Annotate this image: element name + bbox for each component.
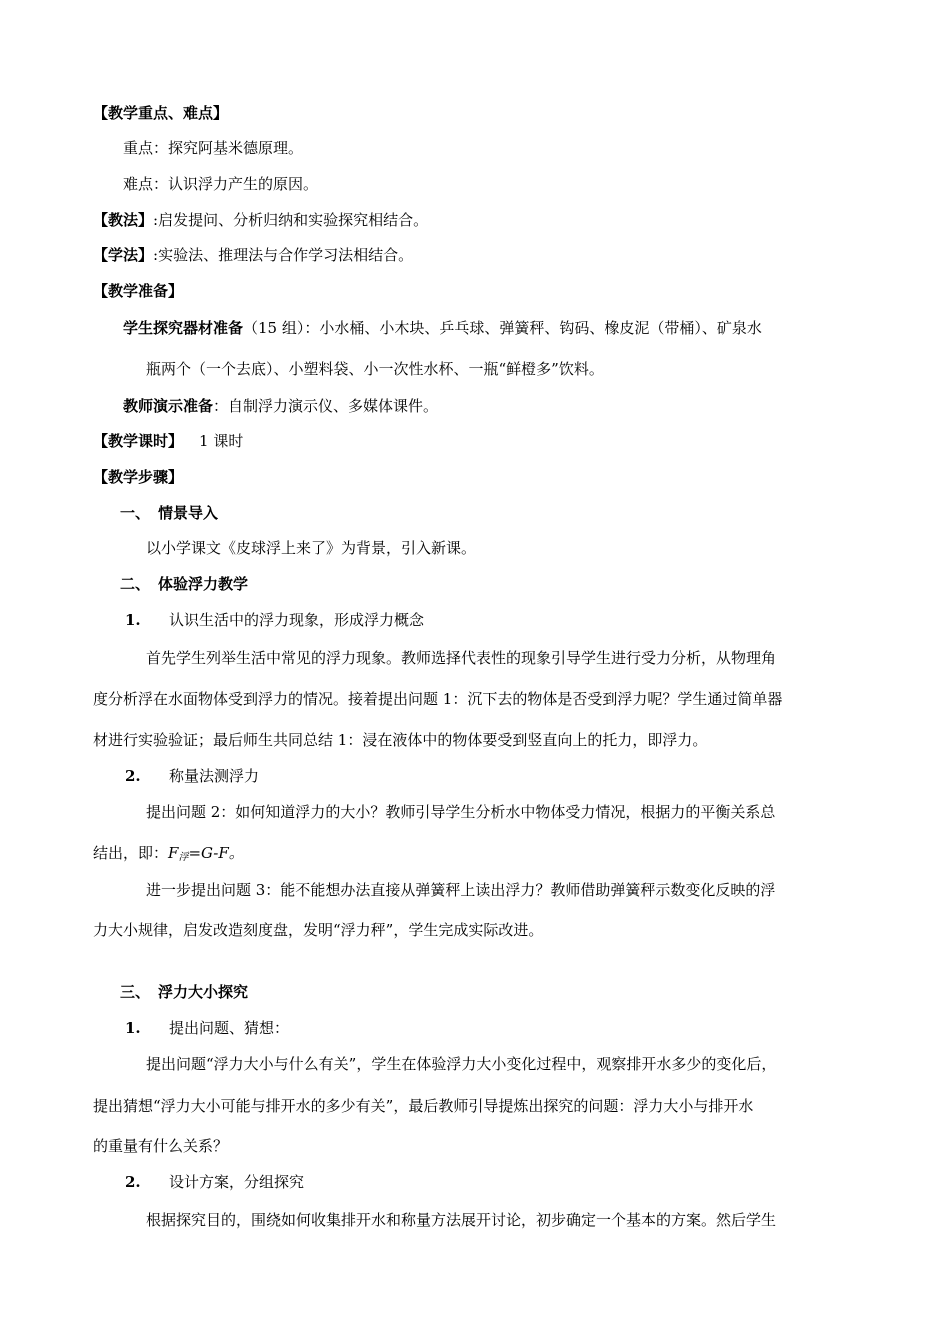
class-hours-label: 【教学课时】 xyxy=(93,432,184,450)
class-hours-value: 1 课时 xyxy=(199,432,244,450)
student-prep-text: （15 组）：小水桶、小木块、乒乓球、弹簧秤、钩码、橡皮泥（带桶）、矿泉水 xyxy=(243,319,762,337)
teaching-method xyxy=(93,210,428,230)
subsection-3-1-label: 提出问题、猜想： xyxy=(169,1019,290,1037)
paragraph-line: 提出问题“浮力大小与什么有关”，学生在体验浮力大小变化过程中，观察排开水多少的变化后， xyxy=(146,1055,777,1073)
section-2-number: 二、 xyxy=(120,575,151,593)
section-3-label: 浮力大小探究 xyxy=(158,983,249,1001)
paragraph-line: 提出问题 2：如何知道浮力的大小？教师引导学生分析水中物体受力情况，根据力的平衡关系总 xyxy=(146,803,776,821)
student-prep-label: 学生探究器材准备 xyxy=(123,319,244,337)
section-1-title xyxy=(120,503,218,523)
teacher-prep-label: 教师演示准备 xyxy=(123,397,214,415)
paragraph-line: 材进行实验验证；最后师生共同总结 1：浸在液体中的物体要受到竖直向上的托力，即浮力。 xyxy=(93,731,708,749)
subsection-3-2-title xyxy=(125,1172,304,1192)
section-1-number: 一、 xyxy=(120,504,151,522)
paragraph-line: 度分析浮在水面物体受到浮力的情况。接着提出问题 1：沉下去的物体是否受到浮力呢？学生通过简单器 xyxy=(93,690,783,708)
subsection-2-1-number: 1. xyxy=(125,611,141,629)
class-hours xyxy=(93,431,243,451)
paragraph-line: 进一步提出问题 3：能不能想办法直接从弹簧秤上读出浮力？教师借助弹簧秤示数变化反映的浮 xyxy=(146,881,776,899)
learning-method-text: :实验法、推理法与合作学习法相结合。 xyxy=(153,246,414,264)
section-2-title xyxy=(120,574,248,594)
preparation-heading: 【教学准备】 xyxy=(93,282,184,300)
subsection-2-2-label: 称量法测浮力 xyxy=(169,767,260,785)
formula-subscript: 浮 xyxy=(178,852,189,863)
teaching-method-label: 【教法】 xyxy=(93,211,154,229)
subsection-3-2-label: 设计方案，分组探究 xyxy=(169,1173,305,1191)
subsection-3-1-title xyxy=(125,1018,289,1038)
paragraph-line: 提出猜想“浮力大小可能与排开水的多少有关”，最后教师引导提炼出探究的问题：浮力大小与排开水 xyxy=(93,1097,754,1115)
section-3-title xyxy=(120,982,248,1002)
subsection-2-2-title xyxy=(125,766,259,786)
paragraph-line: 首先学生列举生活中常见的浮力现象。教师选择代表性的现象引导学生进行受力分析，从物理角 xyxy=(146,649,777,667)
key-point: 重点：探究阿基米德原理。 xyxy=(123,139,304,157)
subsection-3-2-number: 2. xyxy=(125,1173,141,1191)
teacher-prep xyxy=(123,396,438,416)
subsection-3-1-number: 1. xyxy=(125,1019,141,1037)
teaching-method-text: :启发提问、分析归纳和实验探究相结合。 xyxy=(153,211,429,229)
paragraph-line: 根据探究目的，围绕如何收集排开水和称量方法展开讨论，初步确定一个基本的方案。然后学生 xyxy=(146,1211,777,1229)
section-1-text: 以小学课文《皮球浮上来了》为背景，引入新课。 xyxy=(146,539,477,557)
difficulty: 难点：认识浮力产生的原因。 xyxy=(123,175,319,193)
subsection-2-2-number: 2. xyxy=(125,767,141,785)
formula-rest: =G-F。 xyxy=(188,844,244,862)
learning-method-label: 【学法】 xyxy=(93,246,154,264)
formula-F: F xyxy=(168,844,179,862)
section-2-label: 体验浮力教学 xyxy=(158,575,249,593)
objectives-heading: 【教学重点、难点】 xyxy=(93,104,229,122)
learning-method xyxy=(93,245,413,265)
subsection-2-1-title xyxy=(125,610,424,630)
formula-prefix: 结出，即： xyxy=(93,844,169,862)
section-3-number: 三、 xyxy=(120,983,151,1001)
student-prep xyxy=(123,318,762,338)
student-prep-line-2: 瓶两个（一个去底）、小塑料袋、小一次性水杯、一瓶“鲜橙多”饮料。 xyxy=(146,360,604,378)
steps-heading: 【教学步骤】 xyxy=(93,468,184,486)
subsection-2-1-label: 认识生活中的浮力现象，形成浮力概念 xyxy=(169,611,425,629)
paragraph-line: 的重量有什么关系？ xyxy=(93,1137,229,1155)
teacher-prep-text: ：自制浮力演示仪、多媒体课件。 xyxy=(213,397,439,415)
section-1-label: 情景导入 xyxy=(158,504,219,522)
paragraph-line: 力大小规律，启发改造刻度盘，发明“浮力秤”，学生完成实际改进。 xyxy=(93,921,544,939)
formula-line xyxy=(93,843,244,868)
